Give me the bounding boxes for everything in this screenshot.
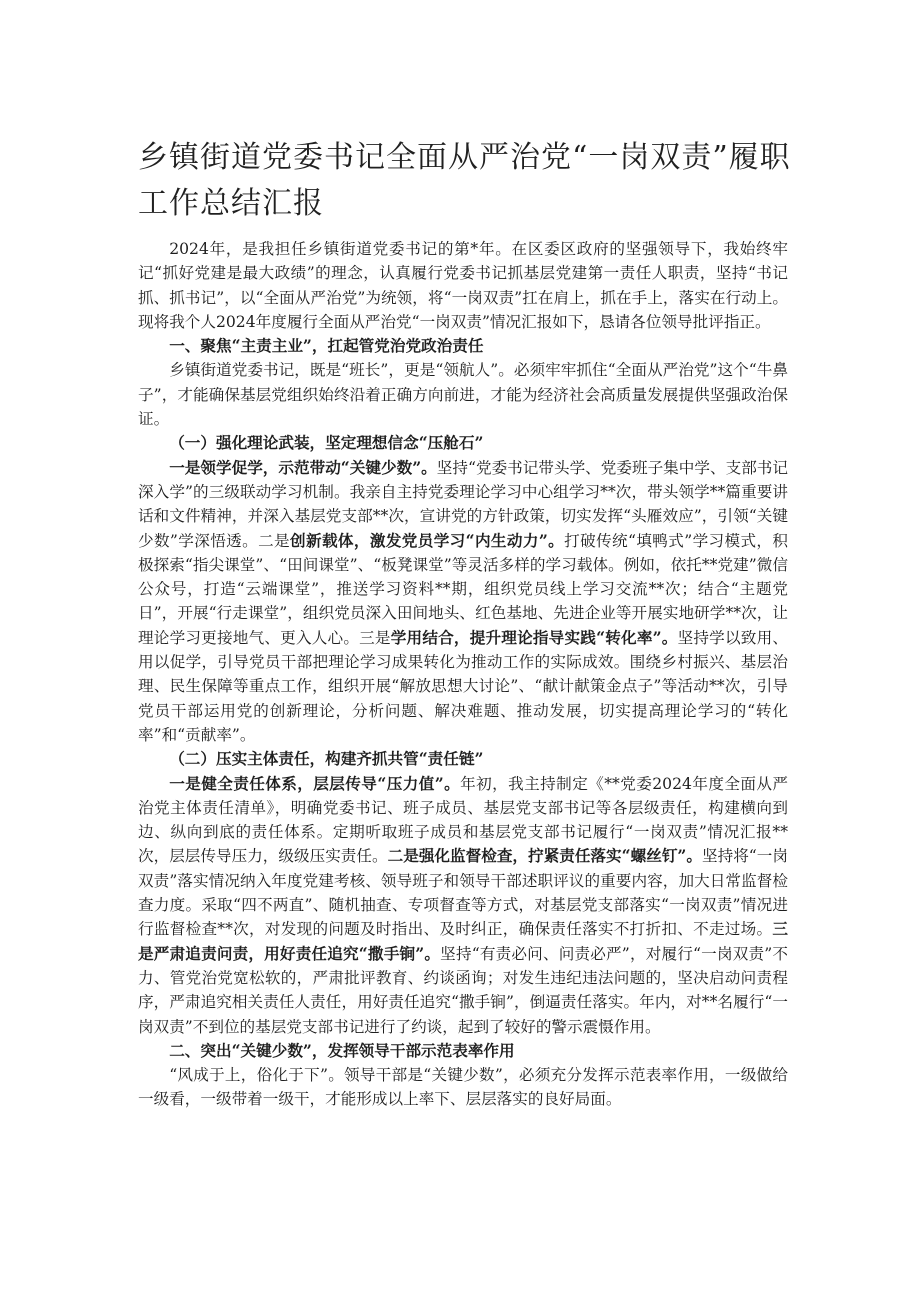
section1-heading: 一、聚焦“主责主业”，扛起管党治党政治责任: [169, 336, 484, 356]
sub2-point2-text: 坚持将“一岗双责”落实情况纳入年度党建考核、领导班子和领导干部述职评议的重要内容，加大日常监督检查力度。采取“四不两直”、随机抽查、专项督查等方式，对基层党支部落实“一岗双责”情况进行监督检查**次，对发现的问题及时指出、及时纠正，确保责任落实不打折扣、不走过场。: [138, 847, 788, 939]
sub2-point1-text: 年初，我主持制定《**党委2024年度全面从严治党主体责任清单》，明确党委书记、班子成员、基层党支部书记等各层级责任，构建横向到边、纵向到底的责任体系。定期听取班子成员和基层党支部书记履行“一岗双责”情况汇报**次，层层传导压力，级级压实责任。: [138, 774, 788, 866]
section1-sub2-heading: [138, 747, 788, 771]
section2-lead: “风成于上，俗化于下”。领导干部是“关键少数”，必须充分发挥示范表率作用，一级做给一级看，一级带着一级干，才能形成以上率下、层层落实的良好局面。: [138, 1066, 788, 1109]
sub2-point1-title: 一是健全责任体系，层层传导“压力值”。: [169, 773, 461, 793]
intro-paragraph: 2024年，是我担任乡镇街道党委书记的第*年。在区委区政府的坚强领导下，我始终牢记“抓好党建是最大政绩”的理念，认真履行党委书记抓基层党建第一责任人职责，坚持“书记抓、抓书记”，以“全面从严治党”为统领，将“一岗双责”扛在肩上，抓在手上，落实在行动上。现将我个人2024年度履行全面从严治党“一岗双责”情况汇报如下，恳请各位领导批评指正。: [138, 240, 788, 331]
sub1-point2-prefix: 二是: [258, 531, 291, 550]
sub1-point3-prefix: 三是: [359, 628, 391, 647]
sub1-point1-text: 坚持“党委书记带头学、党委班子集中学、支部书记深入学”的三级联动学习机制。我亲自主持党委理论学习中心组学习**次，带头领学**篇重要讲话和文件精神，并深入基层党支部**次，宣讲党的方针政策，切实发挥“头雁效应”，引领“关键少数”学深悟透。: [138, 458, 788, 550]
sub1-point3-title: 学用结合，提升理论指导实践“转化率”。: [390, 627, 678, 647]
document-title: 乡镇街道党委书记全面从严治党“一岗双责”履职工作总结汇报: [138, 140, 791, 221]
section1-lead: 乡镇街道党委书记，既是“班长”，更是“领航人”。必须牢牢抓住“全面从严治党”这个“牛鼻子”，才能确保基层党组织始终沿着正确方向前进，才能为经济社会高质量发展提供坚强政治保证。: [138, 361, 788, 429]
section2-heading: 二、突出“关键少数”，发挥领导干部示范表率作用: [169, 1040, 515, 1060]
section1-sub2-heading-text: （二）压实主体责任，构建齐抓共管“责任链”: [169, 749, 484, 769]
section1-sub2-paragraph: [138, 772, 788, 1039]
sub1-point1-title: 一是领学促学，示范带动“关键少数”。: [169, 457, 437, 477]
section1-sub1-heading: （一）强化理论武装，坚定理想信念“压舱石”: [169, 433, 484, 453]
sub1-point2-text: 打破传统“填鸭式”学习模式，积极探索“指尖课堂”、“田间课堂”、“板凳课堂”等灵活多样的学习载体。例如，依托**党建”微信公众号，打造“云端课堂”，推送学习资料**期，组织党员线上学习交流**次；结合“主题党日”，开展“行走课堂”，组织党员深入田间地头、红色基地、先进企业等开展实地研学**次，让理论学习更接地气、更入人心。: [138, 531, 788, 647]
sub2-point3-text: 坚持“有责必问、问责必严”，对履行“一岗双责”不力、管党治党宽松软的，严肃批评教育、约谈函询；对发生违纪违法问题的，坚决启动问责程序，严肃追究相关责任人责任，用好责任追究“撒手锏”，倒逼责任落实。年内，对**名履行“一岗双责”不到位的基层党支部书记进行了约谈，起到了较好的警示震慑作用。: [138, 944, 788, 1036]
section1-sub1-paragraph: [138, 456, 788, 748]
sub2-point3-title: 三是严肃追责问责，用好责任追究“撒手锏”。: [138, 919, 788, 963]
sub1-point2-title: 创新载体，激发党员学习“内生动力”。: [290, 530, 565, 550]
sub2-point2-title: 二是强化监督检查，拧紧责任落实“螺丝钉”。: [387, 846, 702, 866]
document-body: [138, 237, 788, 1112]
sub1-point3-text: 坚持学以致用、用以促学，引导党员干部把理论学习成果转化为推动工作的实际成效。围绕乡村振兴、基层治理、民生保障等重点工作，组织开展“解放思想大讨论”、“献计献策金点子”等活动**次，引导党员干部运用党的创新理论，分析问题、解决难题、推动发展，切实提高理论学习的“转化率”和“贡献率”。: [138, 628, 788, 744]
